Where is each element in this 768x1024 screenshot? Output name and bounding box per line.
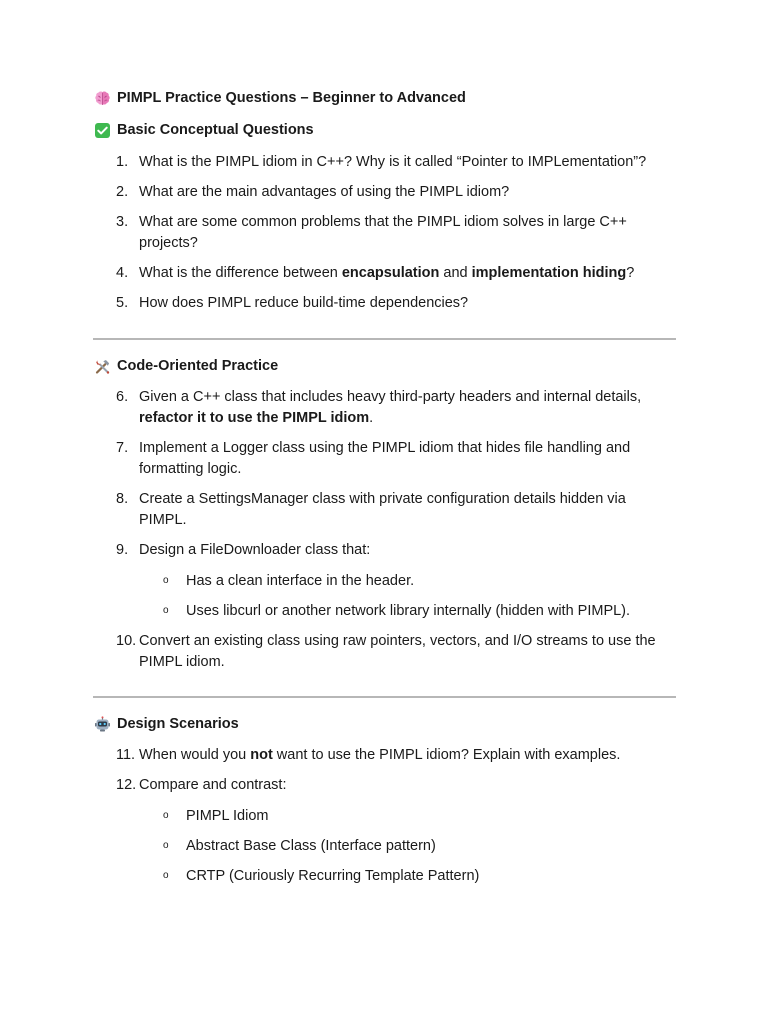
document-title	[94, 88, 466, 108]
list-item-text: Compare and contrast:	[139, 777, 287, 793]
list-item-text: Create a SettingsManager class with private configuration details hidden via PIMPL.	[139, 491, 626, 528]
text-run: want to use the PIMPL idiom? Explain with examples.	[272, 747, 621, 763]
text-run: and	[439, 265, 472, 281]
text-run: .	[369, 409, 374, 426]
list-number: 1.	[116, 154, 129, 170]
sub-list-item	[163, 836, 663, 856]
list-item	[116, 182, 676, 203]
list-number: 3.	[116, 214, 129, 230]
list-item	[116, 745, 676, 766]
section-heading-code	[94, 356, 278, 376]
list-item	[116, 263, 676, 284]
section-heading-text: Code-Oriented Practice	[117, 358, 279, 374]
list-item-text: Design a FileDownloader class that:	[139, 542, 371, 558]
list-number: 8.	[116, 491, 129, 507]
list-number: 10.	[116, 633, 137, 649]
list-item	[116, 387, 676, 428]
list-item	[116, 775, 676, 796]
bullet-marker: o	[163, 870, 169, 881]
list-item	[116, 631, 676, 672]
document-title-text: PIMPL Practice Questions – Beginner to Advanced	[117, 90, 466, 106]
list-item-text: Implement a Logger class using the PIMPL idiom that hides file handling and formatting logic.	[139, 440, 631, 477]
sub-list-item-text: CRTP (Curiously Recurring Template Pattern)	[186, 868, 480, 884]
list-item	[116, 438, 676, 479]
sub-list-item-text: PIMPL Idiom	[186, 808, 269, 824]
bullet-marker: o	[163, 575, 169, 586]
list-number: 11.	[116, 747, 136, 763]
list-item	[116, 212, 656, 253]
list-item	[116, 489, 676, 530]
list-number: 9.	[116, 542, 129, 558]
list-item	[116, 152, 676, 173]
list-number: 5.	[116, 295, 129, 311]
list-item-text: Convert an existing class using raw pointers, vectors, and I/O streams to use the PIMPL idiom.	[139, 633, 656, 670]
sub-list-item-text: Uses libcurl or another network library internally (hidden with PIMPL).	[186, 603, 631, 619]
list-number: 6.	[116, 389, 129, 405]
list-item-text: What is the PIMPL idiom in C++? Why is it called “Pointer to IMPLementation”?	[139, 154, 647, 170]
bullet-marker: o	[163, 810, 169, 821]
list-item-text: What are some common problems that the PIMPL idiom solves in large C++ projects?	[139, 214, 627, 251]
bold-term: not	[250, 747, 273, 763]
list-item-text: How does PIMPL reduce build-time dependencies?	[139, 295, 469, 311]
sub-list-item	[163, 571, 663, 591]
bold-term: refactor it to use the PIMPL idiom	[139, 409, 370, 426]
sub-list-item	[163, 601, 663, 621]
text-run: When would you	[139, 747, 251, 763]
bold-term: encapsulation	[341, 265, 440, 281]
brain-icon	[94, 90, 111, 107]
list-item-text	[139, 263, 676, 284]
list-number: 12.	[116, 777, 137, 793]
text-run: What is the difference between	[139, 265, 342, 281]
section-divider	[93, 696, 676, 698]
bold-term: implementation hiding	[471, 265, 627, 281]
list-item-text	[139, 745, 676, 766]
text-run: Given a C++ class that includes heavy third-party headers and internal details,	[139, 389, 642, 405]
robot-icon	[94, 716, 111, 733]
list-item	[116, 293, 676, 314]
section-heading-text: Basic Conceptual Questions	[117, 122, 314, 138]
list-number: 7.	[116, 440, 129, 456]
sub-list-item	[163, 806, 663, 826]
text-run: ?	[626, 265, 635, 281]
sub-list-item-text: Abstract Base Class (Interface pattern)	[186, 838, 436, 854]
list-item-text: What are the main advantages of using the PIMPL idiom?	[139, 184, 510, 200]
bullet-marker: o	[163, 840, 169, 851]
section-divider	[93, 338, 676, 340]
list-item-text	[139, 387, 676, 428]
section-heading-design	[94, 714, 239, 734]
list-item	[116, 540, 676, 561]
list-number: 2.	[116, 184, 129, 200]
sub-list-item-text: Has a clean interface in the header.	[186, 573, 415, 589]
bullet-marker: o	[163, 605, 169, 616]
section-heading-basic	[94, 120, 314, 140]
check-mark-icon	[94, 122, 111, 139]
list-number: 4.	[116, 265, 129, 281]
hammer-wrench-icon	[94, 358, 111, 375]
sub-list-item	[163, 866, 663, 886]
section-heading-text: Design Scenarios	[117, 716, 239, 732]
